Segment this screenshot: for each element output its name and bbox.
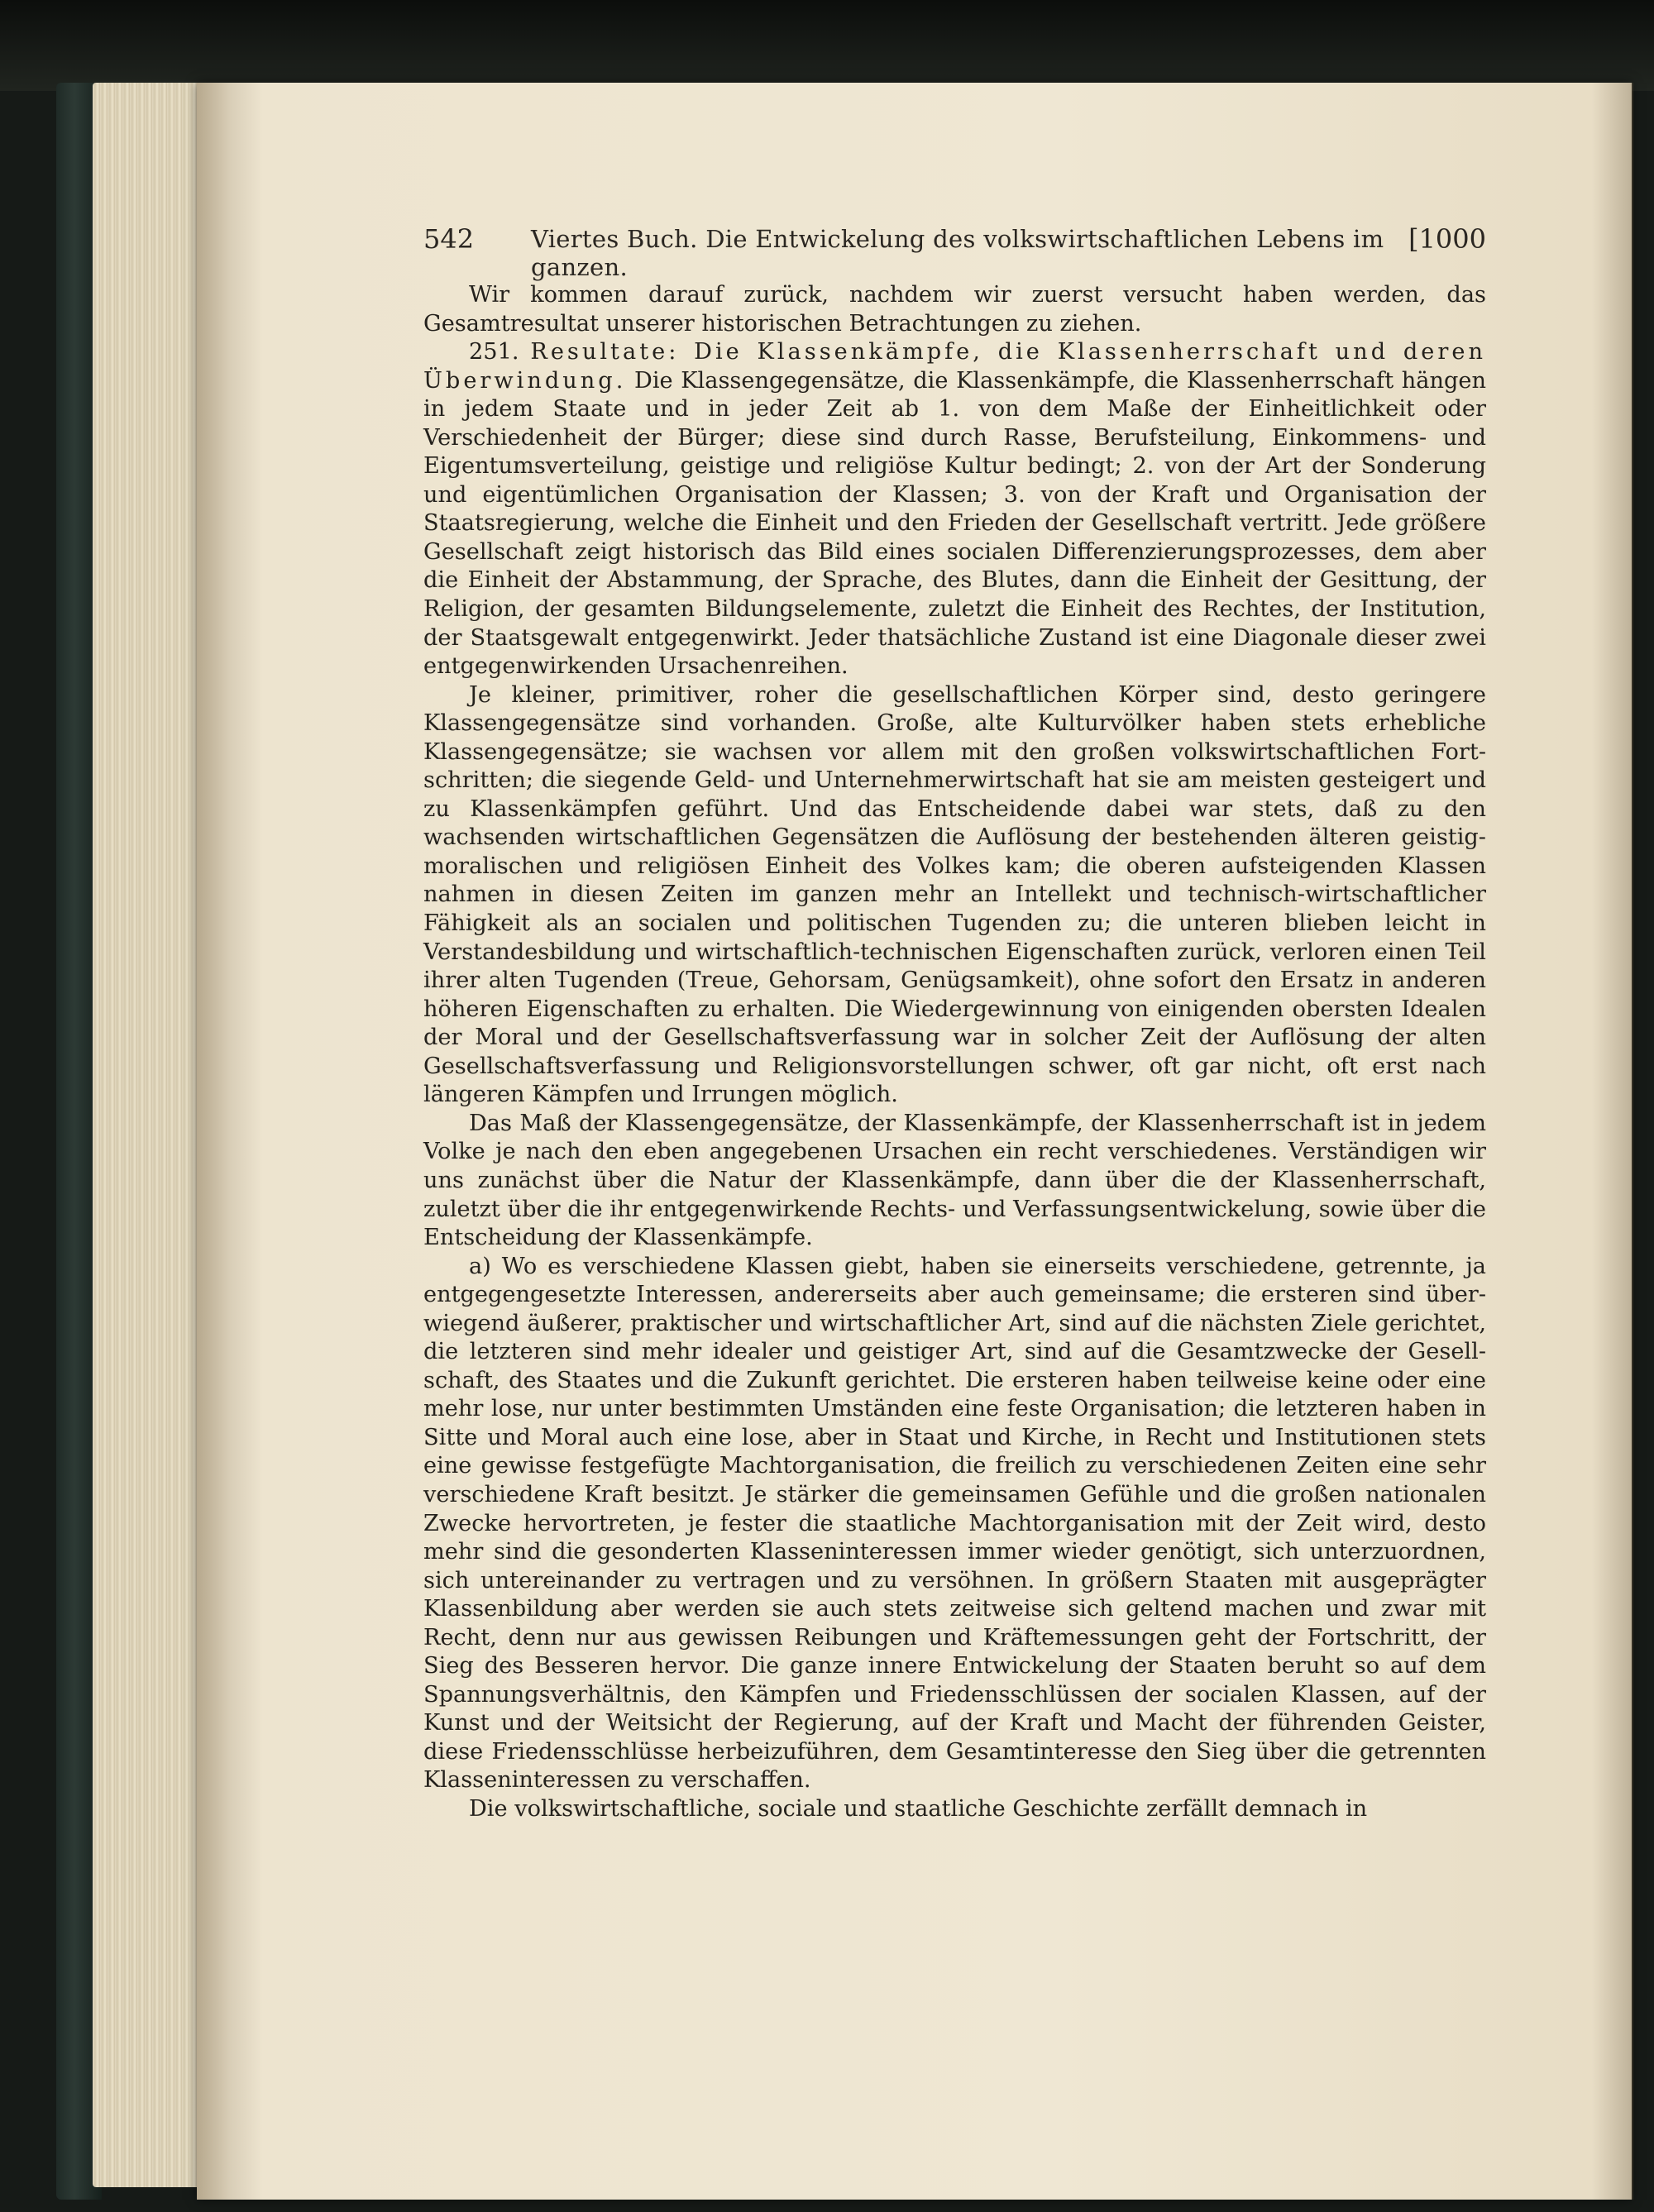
page-right-edge: [1592, 83, 1633, 2200]
page-number: 542: [423, 223, 475, 255]
section-heading: Resultate: Die Klassenkämpfe, die Klassenherrschaft und deren Überwindung.: [423, 339, 1486, 394]
section-number: 251.: [469, 339, 519, 365]
paragraph-closing: Die volkswirtschaftliche, sociale und staatliche Geschichte zerfällt demnach in: [469, 1795, 1368, 1822]
body-text: [423, 281, 1486, 1824]
paragraph-measure: Das Maß der Klassengegensätze, der Klassenkämpfe, der Klassenherrschaft ist in jedem Volke je nach den eben angegebenen Ursachen ein recht verschiedenes. Verständigen wir uns zunächst über die Natur der Klassenkämpfe, dann über die der Klassenherrschaft, zuletzt über die ihr entgegenwirkende Rechts- und Verfassungsentwickelung, sowie über die Entscheidung der Klassenkämpfe.: [423, 1110, 1486, 1251]
paragraph-interests: a) Wo es verschiedene Klassen giebt, haben sie einerseits verschiedene, getrennte, ja entgegengesetzte Interessen, andererseits aber auch gemeinsame; die ersteren sind überwiegend äußerer, praktischer und wirtschaftlicher Art, sind auf die nächsten Ziele gerichtet, die letzteren sind mehr idealer und geistiger Art, sind auf die Gesamtzwecke der Gesellschaft, des Staates und die Zukunft gerichtet. Die ersteren haben teilweise keine oder eine mehr lose, nur unter bestimmten Umständen eine feste Organisation; die letzteren haben in Sitte und Moral auch eine lose, aber in Staat und Kirche, in Recht und Institutionen stets eine gewisse festgefügte Machtorganisation, die freilich zu verschiedenen Zeiten eine sehr verschiedene Kraft besitzt. Je stärker die gemeinsamen Gefühle und die großen nationalen Zwecke hervortreten, je fester die staatliche Machtorganisation mit der Zeit wird, desto mehr sind die gesonderten Klasseninteressen immer wieder genötigt, sich unterzuordnen, sich untereinander zu vertragen und zu versöhnen. In größern Staaten mit ausgeprägter Klassenbildung aber werden sie auch stets zeitweise sich geltend machen und zwar mit Recht, denn nur aus gewissen Reibungen und Kräftemessungen geht der Fortschritt, der Sieg des Besseren hervor. Die ganze innere Entwickelung der Staaten beruht so auf dem Spannungsverhältnis, den Kämpfen und Friedensschlüssen der socialen Klassen, auf der Kunst und der Weitsicht der Regierung, auf der Kraft und Macht der führenden Geister, diese Friedensschlüsse herbeizuführen, dem Gesamtinteresse den Sieg über die getrennten Klasseninteressen zu verschaffen.: [423, 1253, 1486, 1794]
paragraph-class-contrasts: Je kleiner, primitiver, roher die gesellschaftlichen Körper sind, desto geringere Klassengegensätze sind vorhanden. Große, alte Kulturvölker haben stets erhebliche Klassengegensätze; sie wachsen vor allem mit den großen volkswirtschaftlichen Fortschritten; die siegende Geld- und Unternehmerwirtschaft hat sie am meisten gesteigert und zu Klassenkämpfen geführt. Und das Entscheidende dabei war stets, daß zu den wachsenden wirtschaftlichen Gegensätzen die Auflösung der bestehenden älteren geistig-moralischen und religiösen Einheit des Volkes kam; die oberen aufsteigenden Klassen nahmen in diesen Zeiten im ganzen mehr an Intellekt und technisch-wirtschaftlicher Fähigkeit als an socialen und politischen Tugenden zu; die unteren blieben leicht in Verstandesbildung und wirtschaftlich-technischen Eigenschaften zurück, verloren einen Teil ihrer alten Tugenden (Treue, Gehorsam, Genügsamkeit), ohne sofort den Ersatz in anderen höheren Eigenschaften zu erhalten. Die Wiedergewinnung von einigenden obersten Idealen der Moral und der Gesellschaftsverfassung war in solcher Zeit der Auflösung der alten Gesellschaftsverfassung und Religionsvorstellungen schwer, oft gar nicht, oft erst nach längeren Kämpfen und Irrungen möglich.: [423, 681, 1486, 1108]
paragraph-intro: Wir kommen darauf zurück, nachdem wir zuerst versucht haben werden, das Gesamtresultat unserer historischen Betrachtungen zu ziehen.: [423, 282, 1486, 337]
running-title: Viertes Buch. Die Entwickelung des volkswirtschaftlichen Lebens im ganzen.: [531, 225, 1384, 281]
running-header: [423, 223, 1486, 281]
page-gutter-shadow: [197, 83, 263, 2200]
page-reference: [1000: [1408, 223, 1486, 255]
section-body: Die Klassengegensätze, die Klassenkämpfe, die Klassenherrschaft hängen in jedem Staate und in jeder Zeit ab 1. von dem Maße der Einheitlichkeit oder Verschiedenheit der Bürger; diese sind durch Rasse, Berufsteilung, Einkommens- und Eigentumsverteilung, geistige und religiöse Kultur bedingt; 2. von der Art der Sonderung und eigentümlichen Organisation der Klassen; 3. von der Kraft und Organisation der Staatsregierung, welche die Einheit und den Frieden der Gesellschaft vertritt. Jede größere Gesellschaft zeigt historisch das Bild eines socialen Differenzierungsprozesses, dem aber die Einheit der Abstammung, der Sprache, des Blutes, dann die Einheit der Gesittung, der Religion, der gesamten Bildungselemente, zuletzt die Einheit des Rechtes, der Institution, der Staatsgewalt entgegenwirkt. Jeder thatsächliche Zustand ist eine Diagonale dieser zwei entgegenwirkenden Ursachenreihen.: [423, 367, 1486, 680]
background-top: [0, 0, 1654, 91]
paragraph-section-251: [423, 338, 1486, 681]
